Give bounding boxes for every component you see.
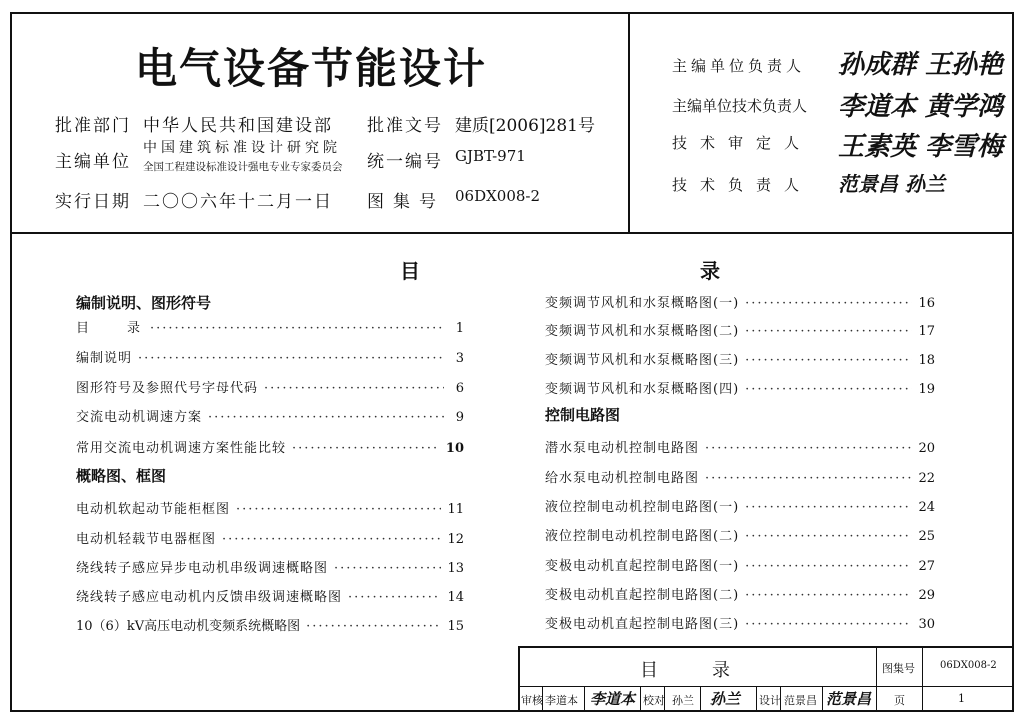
toc-entry-title: 给水泵电动机控制电路图 [545,471,700,486]
leader-dots [292,441,440,456]
tb-check-name: 孙兰 [672,694,694,707]
toc-entry[interactable] [76,586,464,605]
tb-mid [518,686,1014,687]
section-heading: 编制说明、图形符号 [76,294,212,312]
leader-dots [705,441,912,456]
header-vertical [628,12,630,234]
toc-entry[interactable] [76,377,464,396]
leader-dots [745,559,912,574]
header-divider [10,232,1014,234]
toc-entry-title: 变频调节风机和水泵概略图(四) [545,382,740,397]
leader-dots [208,410,444,425]
leader-dots [745,588,912,603]
toc-entry-page: 29 [918,588,935,603]
approval-doc-value: 建质[2006]281号 [455,116,595,136]
leader-dots [745,617,912,632]
toc-entry[interactable] [76,347,464,366]
toc-entry[interactable] [545,584,935,603]
approval-doc-label: 批准文号 [367,116,443,136]
tb-v6 [756,686,757,710]
toc-entry-title: 变极电动机直起控制电路图(三) [545,617,740,632]
responsible-label-1: 主编单位负责人 [672,57,806,75]
toc-entry-page: 15 [447,619,464,634]
toc-entry-title: 潜水泵电动机控制电路图 [545,441,700,456]
tb-v3 [640,686,641,710]
leader-dots [745,353,912,368]
toc-entry-page: 30 [918,617,935,632]
section-heading: 概略图、框图 [76,467,167,485]
leader-dots [264,381,444,396]
toc-entry-title: 目 录 [76,321,145,336]
toc-entry[interactable] [545,349,935,368]
toc-entry-title: 电动机软起动节能柜框图 [76,502,231,517]
leader-dots [306,619,441,634]
effective-date-label: 实行日期 [55,192,131,212]
toc-entry[interactable] [76,557,464,576]
tb-design-label: 设计 [759,694,781,707]
toc-entry[interactable] [76,437,464,456]
title-block-name: 目 录 [640,660,730,681]
section-heading: 控制电路图 [545,406,621,424]
toc-entry[interactable] [545,525,935,544]
atlas-no-value: 06DX008-2 [455,187,541,205]
toc-entry[interactable] [545,496,935,515]
toc-entry-page: 11 [447,502,464,517]
toc-entry-page: 12 [447,532,464,547]
tb-v5 [700,686,701,710]
leader-dots [150,321,444,336]
toc-entry-page: 14 [447,590,464,605]
tb-review-sig: 李道本 [590,690,636,708]
toc-entry-title: 变极电动机直起控制电路图(二) [545,588,740,603]
toc-entry-title: 变频调节风机和水泵概略图(三) [545,353,740,368]
toc-entry[interactable] [76,528,464,547]
toc-entry-title: 绕线转子感应异步电动机串级调速概略图 [76,561,329,576]
editor-unit-line2: 全国工程建设标准设计强电专业专家委员会 [143,161,343,173]
tb-review-label: 审核 [521,694,543,707]
tb-v-atlas [876,646,877,710]
toc-entry-page: 25 [918,529,935,544]
approval-dept-value: 中华人民共和国建设部 [143,116,333,136]
toc-entry-page: 27 [918,559,935,574]
toc-entry[interactable] [545,320,935,339]
leader-dots [745,529,912,544]
unified-no-label: 统一编号 [367,152,443,172]
leader-dots [705,471,912,486]
responsible-signature-4: 范景昌 孙兰 [838,172,945,196]
editor-unit-line1: 中国建筑标准设计研究院 [143,140,341,156]
leader-dots [334,561,441,576]
responsible-signature-1: 孙成群 王孙艳 [838,50,1004,80]
toc-entry-page: 3 [455,351,464,366]
toc-entry[interactable] [545,467,935,486]
tb-atlas-value: 06DX008-2 [940,660,997,671]
toc-entry-page: 10 [445,441,464,456]
frame-bottom [10,710,1014,712]
toc-entry-title: 编制说明 [76,351,133,366]
leader-dots [348,590,441,605]
responsible-label-3: 技术审定人 [672,134,813,152]
tb-review-name: 李道本 [545,694,578,707]
toc-entry-title: 绕线转子感应电动机内反馈串级调速概略图 [76,590,343,605]
tb-atlas-label: 图集号 [882,662,915,675]
toc-entry[interactable] [76,498,464,517]
toc-entry-page: 24 [918,500,935,515]
responsible-label-2: 主编单位技术负责人 [672,97,808,115]
effective-date-value: 二〇〇六年十二月一日 [143,192,333,212]
toc-entry[interactable] [545,378,935,397]
leader-dots [745,324,912,339]
tb-v8 [822,686,823,710]
atlas-no-label: 图集号 [367,192,445,212]
responsible-signature-3: 王素英 李雪梅 [838,132,1004,162]
leader-dots [745,500,912,515]
tb-page-label: 页 [894,694,905,707]
frame-top [10,12,1014,14]
toc-entry-title: 液位控制电动机控制电路图(一) [545,500,740,515]
unified-no-value: GJBT-971 [455,147,526,165]
editor-unit-label: 主编单位 [55,152,131,172]
tb-left [518,646,520,712]
toc-heading: 目 录 [400,259,720,283]
leader-dots [138,351,444,366]
toc-entry-page: 18 [918,353,935,368]
toc-entry-page: 1 [455,321,464,336]
toc-entry-title: 电动机轻载节电器框图 [76,532,217,547]
tb-v2 [584,686,585,710]
toc-entry[interactable] [545,437,935,456]
toc-entry[interactable] [545,613,935,632]
tb-check-label: 校对 [643,694,665,707]
toc-entry-page: 6 [455,381,464,396]
toc-entry[interactable] [76,615,464,634]
approval-dept-label: 批准部门 [55,116,131,136]
toc-entry-page: 9 [455,410,464,425]
tb-check-sig: 孙兰 [710,690,741,708]
tb-design-name: 范景昌 [784,694,817,707]
tb-design-sig: 范景昌 [826,690,872,708]
toc-entry[interactable] [545,555,935,574]
frame-left [10,12,12,712]
toc-entry-page: 13 [447,561,464,576]
toc-entry[interactable] [76,406,464,425]
leader-dots [236,502,441,517]
toc-entry-title: 图形符号及参照代号字母代码 [76,381,259,396]
toc-entry-title: 10（6）kV高压电动机变频系统概略图 [76,619,301,634]
toc-entry-page: 22 [918,471,935,486]
responsible-label-4: 技术负责人 [672,176,813,194]
toc-entry[interactable] [76,317,464,336]
toc-entry-title: 变频调节风机和水泵概略图(一) [545,296,740,311]
toc-entry-title: 常用交流电动机调速方案性能比较 [76,441,287,456]
toc-entry-page: 16 [918,296,935,311]
toc-entry-title: 变频调节风机和水泵概略图(二) [545,324,740,339]
tb-top [518,646,1014,648]
document-title: 电气设备节能设计 [135,44,488,93]
toc-entry-page: 17 [918,324,935,339]
leader-dots [222,532,441,547]
tb-v-atlas2 [922,646,923,710]
tb-page-value: 1 [958,692,965,705]
toc-entry[interactable] [545,292,935,311]
responsible-signature-2: 李道本 黄学鸿 [838,92,1004,122]
toc-entry-title: 液位控制电动机控制电路图(二) [545,529,740,544]
toc-entry-title: 交流电动机调速方案 [76,410,203,425]
leader-dots [745,296,912,311]
toc-entry-title: 变极电动机直起控制电路图(一) [545,559,740,574]
toc-entry-page: 19 [918,382,935,397]
frame-right [1012,12,1014,712]
toc-entry-page: 20 [918,441,935,456]
leader-dots [745,382,912,397]
